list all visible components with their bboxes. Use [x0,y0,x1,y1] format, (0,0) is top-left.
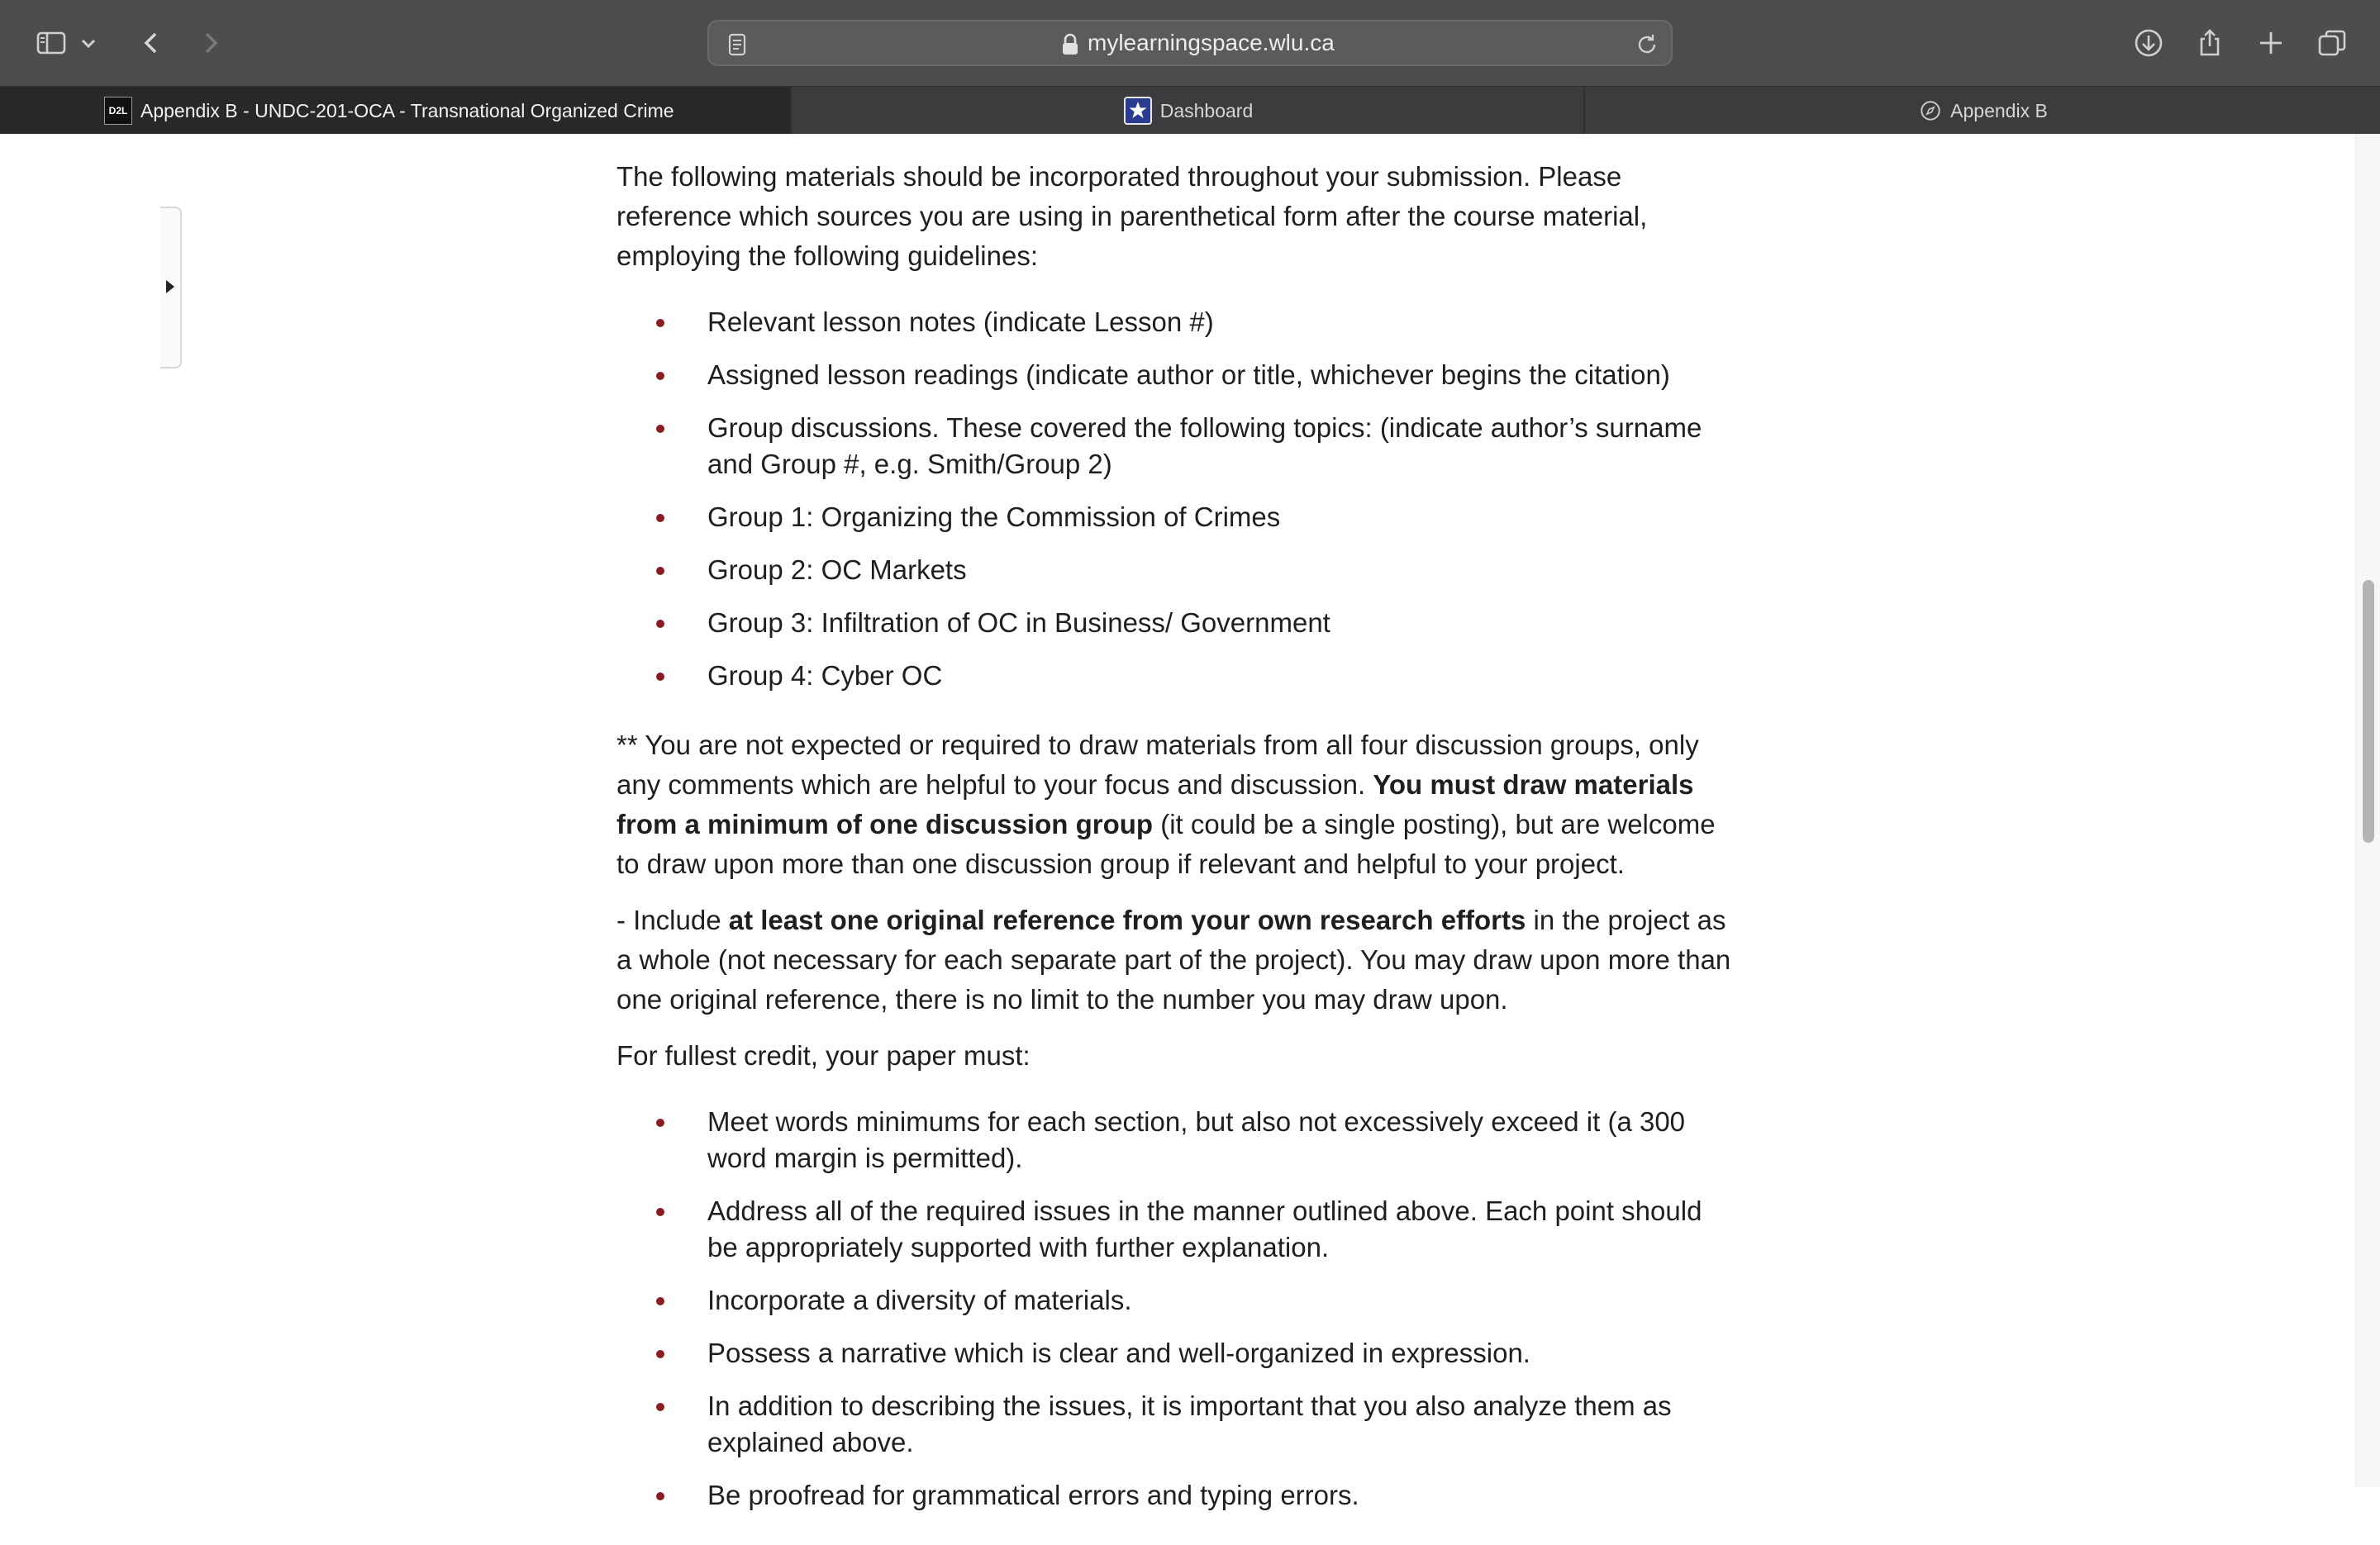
list-item: Meet words minimums for each section, but also not excessively exceed it (a 300 word margin is permitted). [616,1104,1735,1177]
scrollbar-thumb[interactable] [2363,580,2374,843]
address-bar[interactable] [707,20,1673,66]
criteria-list [616,1104,1735,1514]
list-item: Be proofread for grammatical errors and typing errors. [616,1477,1735,1514]
chevron-down-icon [72,26,105,59]
assignment-content [616,157,1735,1545]
forward-button[interactable] [188,21,231,64]
chevron-left-icon [136,26,169,59]
browser-toolbar [0,0,2380,86]
tab-appendix-b[interactable] [1587,87,2380,135]
list-item: Group 3: Infiltration of OC in Business/ Government [616,605,1735,641]
url-text: mylearningspace.wlu.ca [1088,30,1335,55]
list-item: Incorporate a diversity of materials. [616,1282,1735,1319]
sources-list [616,304,1735,694]
downloads-button[interactable] [2127,21,2170,64]
intro-paragraph: The following materials should be incorporated throughout your submission. Please reference which sources you are using in parenthetical form after the course material, employing the following guidelines: [616,161,1648,271]
vertical-scrollbar[interactable] [2355,134,2380,1487]
reload-icon[interactable] [1633,31,1661,59]
page-viewport [0,134,2380,1510]
share-button[interactable] [2188,21,2231,64]
compass-icon [1919,99,1942,122]
back-button[interactable] [131,21,174,64]
tab-dashboard[interactable] [793,87,1585,135]
list-item: Group discussions. These covered the following topics: (indicate author’s surname and Group #, e.g. Smith/Group 2) [616,410,1735,483]
note-text: ** You are not expected or required to draw materials from all four discussion groups, only any comments which are helpful to your focus and discussion. [616,730,1699,800]
list-item: Group 2: OC Markets [616,552,1735,588]
reader-view-icon[interactable] [724,31,750,58]
tab-overview-icon [2316,26,2349,59]
list-item: In addition to describing the issues, it is important that you also analyze them as explained above. [616,1388,1735,1461]
plus-icon [2254,26,2287,59]
note-paragraph [616,725,1735,884]
tab-groups-dropdown[interactable] [76,21,101,64]
tab-title: Appendix B [1950,99,2048,121]
credit-heading: For fullest credit, your paper must: [616,1040,1031,1071]
include-emphasis: at least one original reference from your own research efforts [728,905,1526,935]
star-shield-favicon-icon [1124,97,1152,125]
tab-appendix-b-course[interactable] [0,87,792,135]
share-icon [2193,26,2226,59]
caret-right-icon [164,276,177,297]
tab-bar [0,86,2380,134]
note-emphasis: You must draw materials from a minimum of one discussion group [616,769,1694,839]
include-paragraph [616,901,1735,1020]
list-item: Address all of the required issues in the manner outlined above. Each point should be appropriately supported with further explanation. [616,1193,1735,1266]
lock-icon [1059,31,1081,58]
list-item: Group 4: Cyber OC [616,658,1735,694]
chevron-right-icon [193,26,226,59]
tab-title: Dashboard [1159,99,1254,121]
d2l-favicon-icon: D2L [104,97,132,125]
include-text: in the project as a whole (not necessary for each separate part of the project). You may draw upon more than one original reference, there is no limit to the number you may draw upon. [616,905,1731,1015]
list-item: Possess a narrative which is clear and well-organized in expression. [616,1335,1735,1371]
include-text: - Include [616,905,721,935]
tab-title: Appendix B - UNDC-201-OCA - Transnational Organized Crime [140,99,674,121]
new-tab-button[interactable] [2249,21,2292,64]
download-icon [2132,26,2165,59]
side-panel-toggle[interactable] [160,207,182,368]
list-item: Relevant lesson notes (indicate Lesson #) [616,304,1735,340]
sidebar-icon [35,26,68,59]
list-item: Assigned lesson readings (indicate author or title, whichever begins the citation) [616,357,1735,393]
note-text: (it could be a single posting), but are welcome to draw upon more than one discussion group if relevant and helpful to your project. [616,809,1716,879]
list-item: Group 1: Organizing the Commission of Crimes [616,499,1735,535]
tab-overview-button[interactable] [2311,21,2354,64]
sidebar-toggle-button[interactable] [30,21,73,64]
